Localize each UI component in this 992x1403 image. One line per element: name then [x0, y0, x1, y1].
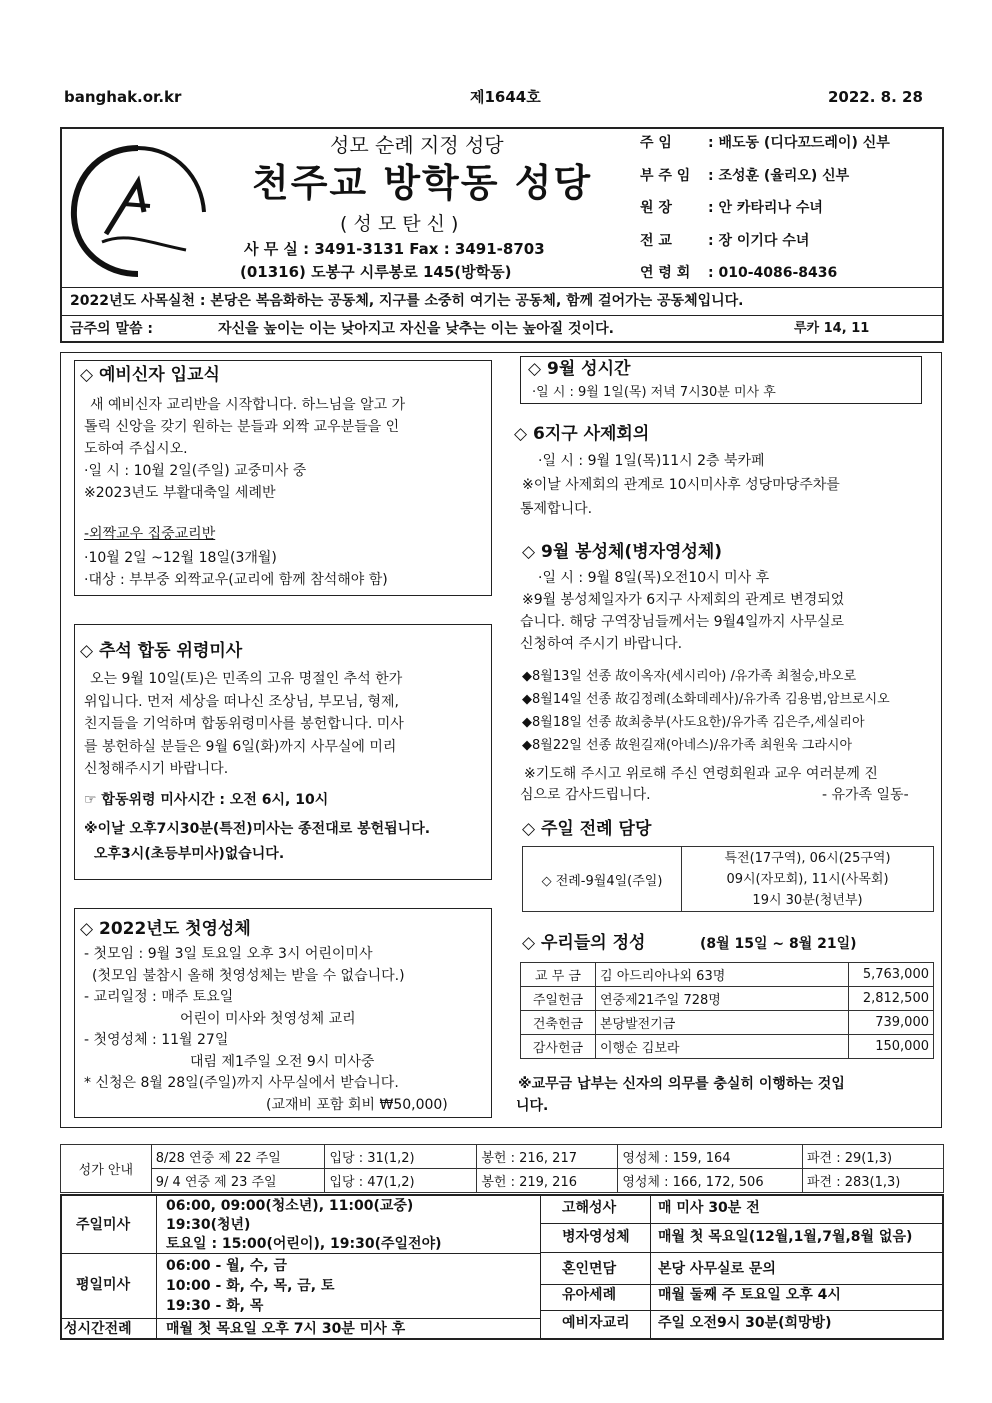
catechumen-line: 도하여 주십시오.	[84, 441, 188, 457]
offering-amount: 150,000	[849, 1035, 934, 1059]
memorial-line: 를 봉헌하실 분들은 9월 6일(화)까지 사무실에 미리	[84, 738, 397, 755]
clergy-name: : 배도동 (디다꼬드레이) 신부	[708, 135, 890, 151]
hymn-cell: 9/ 4 연중 제 23 주일	[151, 1169, 325, 1193]
divider	[540, 1310, 944, 1311]
thanks-signature: - 유가족 일동-	[822, 787, 909, 803]
district-line: ·일 시 : 9월 1일(목)11시 2층 북카페	[538, 453, 765, 469]
obituary-item: ◆8월13일 선종 故이옥자(세시리아) /유가족 최철승,바오로	[522, 669, 857, 684]
hymn-cell: 영성체 : 166, 172, 506	[618, 1169, 803, 1193]
hymn-cell: 봉헌 : 219, 216	[477, 1169, 618, 1193]
offering-amount: 5,763,000	[849, 963, 934, 987]
memorial-line: 오는 9월 10일(토)은 민족의 고유 명절인 추석 한가	[90, 671, 403, 687]
hymn-cell: 영성체 : 159, 164	[618, 1145, 803, 1169]
divider	[540, 1252, 944, 1253]
offering-category: 교 무 금	[521, 963, 596, 987]
offering-category: 건축헌금	[521, 1011, 596, 1035]
sacrament-time: 매 미사 30분 전	[658, 1200, 760, 1216]
clergy-role: 부 주 임	[640, 167, 691, 184]
sacrament-label: 유아세례	[562, 1287, 617, 1303]
offering-row	[521, 963, 934, 987]
holyhour-line: ·일 시 : 9월 1일(목) 저녁 7시30분 미사 후	[532, 385, 776, 400]
weekday-mass-time: 19:30 - 화, 목	[166, 1298, 264, 1314]
sunday-mass-time: 06:00, 09:00(청소년), 11:00(교중)	[166, 1198, 414, 1214]
divider	[60, 315, 944, 316]
communion-line: - 첫영성체 : 11월 27일	[84, 1032, 229, 1048]
parish-logo	[66, 142, 210, 280]
communion-line: - 교리일정 : 매주 토요일	[84, 989, 234, 1005]
sacrament-label: 병자영성체	[562, 1229, 630, 1245]
divider	[60, 1253, 540, 1254]
offering-row	[521, 1035, 934, 1059]
sacrament-label: 고해성사	[562, 1200, 617, 1216]
sacrament-label: 혼인면담	[562, 1261, 617, 1277]
issue-number: 제1644호	[470, 88, 541, 106]
word-text: 자신을 높이는 이는 낮아지고 자신을 낮추는 이는 높아질 것이다.	[218, 321, 614, 337]
catechumen-subline: ·10월 2일 ~12월 18일(3개월)	[84, 550, 277, 566]
offering-detail: 연중제21주일 728명	[596, 987, 849, 1011]
offering-category: 주일헌금	[521, 987, 596, 1011]
sacrament-time: 매월 둘째 주 토요일 오후 4시	[658, 1287, 841, 1303]
divider	[540, 1284, 944, 1285]
clergy-name: : 장 이기다 수녀	[708, 232, 810, 249]
word-reference: 루카 14, 11	[794, 321, 870, 336]
obituary-item: ◆8월18일 선종 故최충부(사도요한)/유가족 김은주,세실리아	[522, 715, 865, 730]
weekday-mass-time: 06:00 - 월, 수, 금	[166, 1258, 288, 1274]
liturgy-table	[522, 846, 934, 912]
holy-hour-label: 성시간전례	[64, 1321, 132, 1337]
word-label: 금주의 말씀 :	[70, 321, 153, 337]
offering-note: ※교무금 납부는 신자의 의무를 충실히 이행하는 것입	[518, 1076, 845, 1092]
sacrament-time: 주일 오전9시 30분(희망방)	[658, 1315, 832, 1331]
sunday-mass-time: 토요일 : 15:00(어린이), 19:30(주일전야)	[166, 1236, 442, 1252]
hymn-row	[61, 1145, 944, 1169]
liturgy-assignments: 특전(17구역), 06시(25구역) 09시(자모회), 11시(사목회) 19시 30분(청년부)	[682, 847, 934, 912]
obituary-item: ◆8월22일 선종 故원길재(아네스)/유가족 최원욱 그라시아	[522, 738, 853, 753]
offering-detail: 김 아드리아나외 63명	[596, 963, 849, 987]
liturgy-label: ◇ 전례-9월4일(주일)	[523, 847, 682, 912]
hymn-cell: 파견 : 283(1,3)	[802, 1169, 943, 1193]
offering-detail: 이행순 김보라	[596, 1035, 849, 1059]
offering-row	[521, 987, 934, 1011]
catechumen-line: 톨릭 신앙을 갖기 원하는 분들과 외짝 교우분들을 인	[84, 419, 400, 435]
feast-name: ( 성 모 탄 신 )	[340, 213, 459, 235]
eucharist-line: ※9월 봉성체일자가 6지구 사제회의 관계로 변경되었	[522, 592, 845, 608]
offering-title: ◇ 우리들의 정성	[522, 933, 646, 953]
catechumen-title: ◇ 예비신자 입교식	[80, 365, 220, 385]
memorial-line: 신청해주시기 바랍니다.	[84, 761, 229, 777]
catechumen-line: ※2023년도 부활대축일 세례반	[84, 485, 276, 501]
divider	[60, 287, 944, 288]
district-line: ※이날 사제회의 관계로 10시미사후 성당마당주차를	[522, 477, 840, 493]
obituary-item: ◆8월14일 선종 故김정례(소화데레사)/유가족 김용범,암브로시오	[522, 692, 890, 707]
hymn-label: 성가 안내	[61, 1145, 152, 1193]
eucharist-title: ◇ 9월 봉성체(병자영성체)	[522, 542, 723, 562]
sunday-mass-time: 19:30(청년)	[166, 1217, 251, 1233]
clergy-name: : 안 카타리나 수녀	[708, 200, 823, 216]
offering-category: 감사헌금	[521, 1035, 596, 1059]
clergy-role: 주 임	[640, 135, 672, 151]
offering-row	[521, 1011, 934, 1035]
sacrament-label: 예비자교리	[562, 1315, 630, 1331]
weekday-mass-label: 평일미사	[76, 1277, 131, 1293]
clergy-role: 연 령 회	[640, 265, 691, 281]
clergy-role: 원 장	[640, 200, 672, 216]
parish-title: 천주교 방학동 성당	[252, 161, 593, 205]
hymn-cell: 입당 : 47(1,2)	[325, 1169, 477, 1193]
masthead-subtitle: 성모 순례 지정 성당	[330, 133, 504, 157]
district-title: ◇ 6지구 사제회의	[514, 424, 650, 444]
weekday-mass-time: 10:00 - 화, 수, 목, 금, 토	[166, 1278, 335, 1294]
eucharist-line: ·일 시 : 9월 8일(목)오전10시 미사 후	[538, 570, 770, 586]
sunday-mass-label: 주일미사	[76, 1217, 131, 1233]
holy-hour-time: 매월 첫 목요일 오후 7시 30분 미사 후	[166, 1321, 406, 1337]
thanks-line: ※기도해 주시고 위로해 주신 연령회원과 교우 여러분께 진	[524, 766, 878, 782]
communion-line: 대림 제1주일 오전 9시 미사중	[190, 1053, 375, 1070]
memorial-line: 위입니다. 먼저 세상을 떠나신 조상님, 부모님, 형제,	[84, 693, 399, 710]
offering-table	[520, 962, 934, 1059]
pastoral-motto: 2022년도 사목실천 : 본당은 복음화하는 공동체, 지구를 소중히 여기는 공동체, 함께 걸어가는 공동체입니다.	[70, 293, 744, 309]
liturgy-title: ◇ 주일 전례 담당	[522, 819, 652, 839]
memorial-line: 친지들을 기억하며 합동위령미사를 봉헌합니다. 미사	[84, 716, 404, 732]
sacrament-time: 본당 사무실로 문의	[658, 1261, 776, 1277]
eucharist-line: 신청하여 주시기 바랍니다.	[520, 636, 683, 652]
thanks-line: 심으로 감사드립니다.	[520, 787, 651, 803]
hymn-row	[61, 1169, 944, 1193]
clergy-name: : 조성훈 (율리오) 신부	[708, 167, 850, 184]
hymn-cell: 파견 : 29(1,3)	[802, 1145, 943, 1169]
eucharist-line: 습니다. 해당 구역장님들께서는 9월4일까지 사무실로	[520, 614, 845, 630]
hymn-cell: 8/28 연중 제 22 주일	[151, 1145, 325, 1169]
hymn-cell: 봉헌 : 216, 217	[477, 1145, 618, 1169]
communion-title: ◇ 2022년도 첫영성체	[80, 919, 251, 939]
divider	[540, 1223, 944, 1224]
clergy-name: : 010-4086-8436	[708, 265, 838, 281]
hymn-cell: 입당 : 31(1,2)	[325, 1145, 477, 1169]
offering-period: (8월 15일 ~ 8월 21일)	[700, 936, 857, 952]
communion-line: (교재비 포함 회비 ₩50,000)	[266, 1096, 448, 1113]
clergy-role: 전 교	[640, 232, 672, 249]
catechumen-subline: ·대상 : 부부중 외짝교우(교리에 함께 참석해야 함)	[84, 572, 388, 588]
memorial-title: ◇ 추석 합동 위령미사	[80, 641, 243, 661]
parish-address: (01316) 도봉구 시루봉로 145(방학동)	[240, 263, 512, 281]
office-phone: 사 무 실 : 3491-3131 Fax : 3491-8703	[244, 240, 545, 258]
catechumen-line: 새 예비신자 교리반을 시작합니다. 하느님을 알고 가	[90, 397, 406, 413]
hymn-table	[60, 1144, 944, 1193]
site-url[interactable]: banghak.or.kr	[64, 88, 182, 106]
divider	[540, 1196, 541, 1338]
communion-line: (첫모임 불참시 올해 첫영성체는 받을 수 없습니다.)	[92, 967, 405, 984]
communion-line: 어린이 미사와 첫영성체 교리	[180, 1010, 356, 1027]
offering-amount: 739,000	[849, 1011, 934, 1035]
sacrament-time: 매월 첫 목요일(12월,1월,7월,8월 없음)	[658, 1229, 913, 1245]
communion-line: * 신청은 8월 28일(주일)까지 사무실에서 받습니다.	[84, 1075, 399, 1091]
district-line: 통제합니다.	[520, 501, 593, 517]
memorial-note: 오후3시(초등부미사)없습니다.	[94, 846, 285, 862]
memorial-note: ※이날 오후7시30분(특전)미사는 종전대로 봉헌됩니다.	[84, 821, 431, 837]
memorial-times: ☞ 합동위령 미사시간 : 오전 6시, 10시	[84, 792, 329, 808]
issue-date: 2022. 8. 28	[828, 88, 923, 106]
offering-note: 니다.	[516, 1098, 549, 1114]
divider	[156, 1196, 157, 1338]
catechumen-line: ·일 시 : 10월 2일(주일) 교중미사 중	[84, 463, 307, 479]
divider	[650, 1196, 651, 1338]
communion-line: - 첫모임 : 9월 3일 토요일 오후 3시 어린이미사	[84, 946, 373, 962]
offering-amount: 2,812,500	[849, 987, 934, 1011]
catechumen-subtitle: -외짝교우 집중교리반	[84, 526, 216, 542]
holyhour-title: ◇ 9월 성시간	[528, 359, 631, 379]
divider	[60, 1318, 540, 1319]
offering-detail: 본당발전기금	[596, 1011, 849, 1035]
